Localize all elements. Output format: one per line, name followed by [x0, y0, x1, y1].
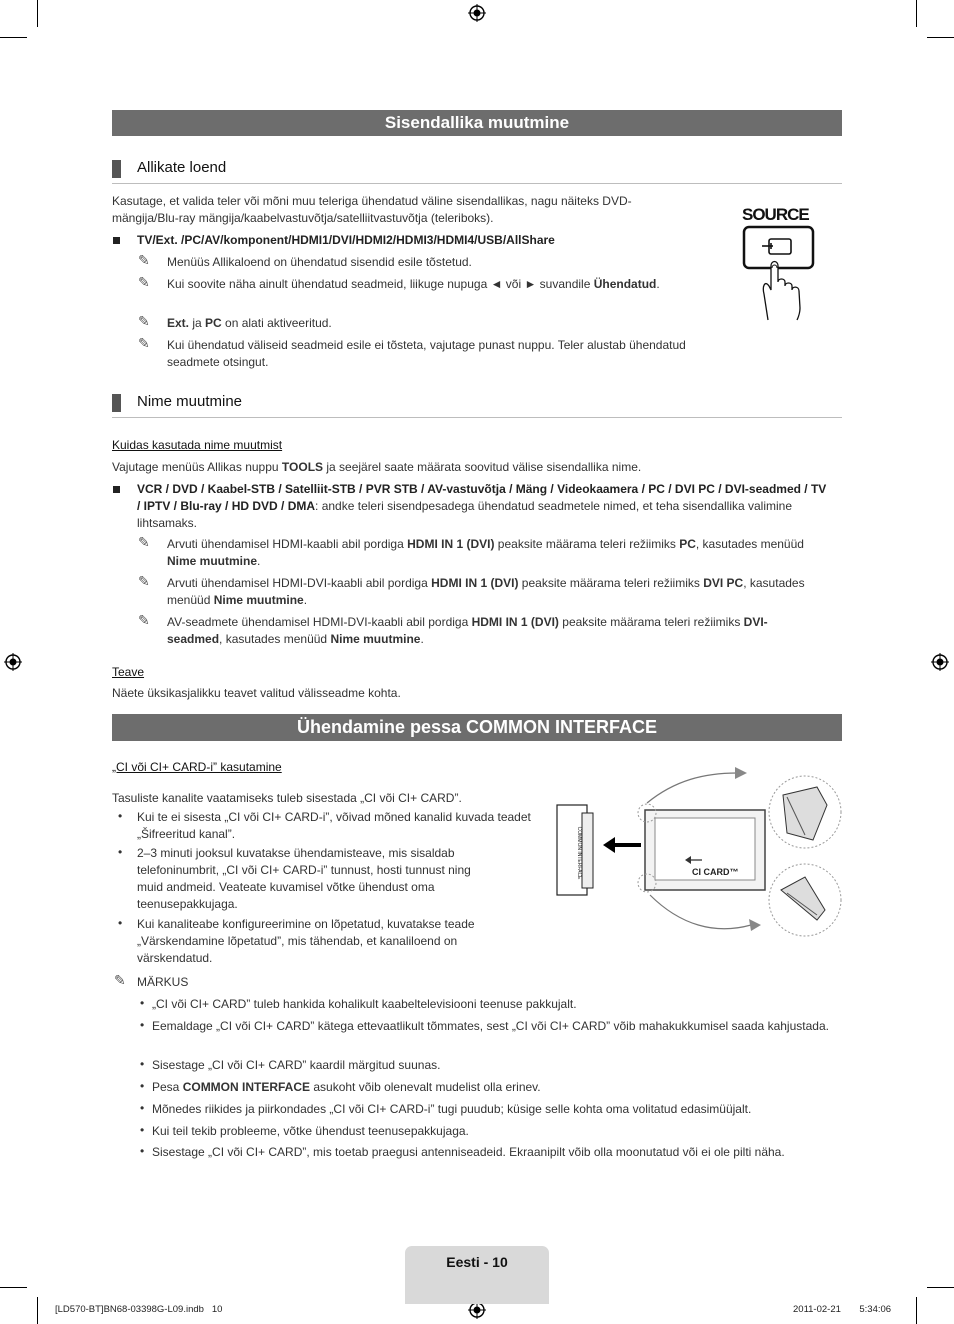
note-pen-icon: ✎: [138, 335, 150, 351]
file-name: [LD570-BT]BN68-03398G-L09.indb 10: [55, 1304, 223, 1315]
crop-mark: [916, 1297, 917, 1324]
bullet-icon: •: [140, 1123, 145, 1137]
ci-heading: „CI või CI+ CARD-i” kasutamine: [112, 760, 282, 774]
source-button-label: SOURCE: [742, 205, 809, 224]
heading-bar: [112, 394, 121, 412]
bullet-icon: •: [140, 1079, 145, 1093]
bullet-icon: •: [140, 1144, 145, 1158]
howto-link: Kuidas kasutada nime muutmist: [112, 438, 283, 452]
note-label: MÄRKUS: [137, 975, 189, 989]
bullet-icon: •: [118, 809, 123, 823]
heading-text: Nime muutmine: [137, 393, 243, 410]
list-item: 2–3 minuti jooksul kuvatakse ühendamisteave, mis sisaldab telefoninumbrit, „CI või CI+ CARD-i” tunnust, hosti tunnust ning muid andmeid. Veateate kuvamisel võtke ühendust oma teenusepakkujaga.: [137, 846, 471, 911]
heading-bar: [112, 160, 121, 178]
note: Arvuti ühendamisel HDMI-kaabli abil pordiga HDMI IN 1 (DVI) peaksite määrama teleri režiimiks PC, kasutades menüüd Nime muutmine.: [167, 537, 804, 568]
subsection-heading: [112, 393, 842, 418]
info-heading: Teave: [112, 665, 145, 679]
ci-card-label: CI CARD™: [692, 867, 739, 877]
section-title: Ühendamine pessa COMMON INTERFACE: [112, 714, 842, 741]
list-item: Sisestage „CI või CI+ CARD” kaardil märgitud suunas.: [152, 1058, 441, 1072]
source-list: TV/Ext. /PC/AV/komponent/HDMI1/DVI/HDMI2/HDMI3/HDMI4/USB/AllShare: [137, 233, 555, 247]
note-pen-icon: ✎: [138, 612, 150, 628]
crop-mark: [0, 1287, 27, 1288]
crop-mark: [916, 0, 917, 27]
registration-mark-icon: [468, 4, 486, 22]
note: AV-seadmete ühendamisel HDMI-DVI-kaabli abil pordiga HDMI IN 1 (DVI) peaksite määrama teleri režiimiks DVI-seadmed, kasutades menüüd Nime muutmine.: [167, 615, 768, 646]
registration-mark-icon: [931, 653, 949, 671]
crop-mark: [37, 0, 38, 27]
list-item: Kui kanaliteabe konfigureerimine on lõpetatud, kuvatakse teade „Värskendamine lõpetatud”, mis tähendab, et kanaliloend on värskendatud.: [137, 917, 475, 965]
square-bullet-icon: [113, 237, 120, 244]
list-item: „CI või CI+ CARD” tuleb hankida kohalikult kaabeltelevisiooni teenuse pakkujalt.: [152, 997, 577, 1011]
heading-text: Allikate loend: [137, 159, 227, 176]
bullet-icon: •: [118, 845, 123, 859]
note-pen-icon: ✎: [138, 534, 150, 550]
paragraph: Näete üksikasjalikku teavet valitud välisseadme kohta.: [112, 686, 401, 700]
list-item: Eemaldage „CI või CI+ CARD” kätega ettevaatlikult tõmmates, sest „CI või CI+ CARD” võib mahakukkumisel saada kahjustada.: [152, 1019, 829, 1033]
registration-mark-icon: [4, 653, 22, 671]
section-title: Sisendallika muutmine: [112, 110, 842, 136]
note: Kui ühendatud väliseid seadmeid esile ei tõsteta, vajutage punast nuppu. Teler alustab ühendatud seadmete otsingut.: [167, 338, 686, 369]
list-item: Mõnedes riikides ja piirkondades „CI või CI+ CARD-i” tugi puudub; küsige selle kohta oma volitatud edasimüüjalt.: [152, 1102, 752, 1116]
list-item: Kui te ei sisesta „CI või CI+ CARD-i”, võivad mõned kanalid kuvada teadet „Šifreeritud kanal”.: [137, 810, 531, 841]
print-date: 2011-02-21 5:34:06: [793, 1304, 892, 1315]
note-pen-icon: ✎: [114, 972, 126, 988]
note-pen-icon: ✎: [138, 274, 150, 290]
page-number: Eesti - 10: [446, 1254, 508, 1270]
bullet-icon: •: [140, 1018, 145, 1032]
list-item: Sisestage „CI või CI+ CARD”, mis toetab praegusi antenniseadeid. Ekraanipilt võib olla moonutatud või ei ole pilti näha.: [152, 1145, 785, 1159]
ci-card-illustration: [555, 765, 845, 940]
crop-mark: [927, 1287, 954, 1288]
bullet-icon: •: [140, 1057, 145, 1071]
crop-mark: [0, 37, 27, 38]
crop-mark: [37, 1297, 38, 1324]
bullet-icon: •: [140, 996, 145, 1010]
paragraph: Tasuliste kanalite vaatamiseks tuleb sisestada „CI või CI+ CARD”.: [112, 791, 462, 805]
note: Arvuti ühendamisel HDMI-DVI-kaabli abil pordiga HDMI IN 1 (DVI) peaksite määrama teleri režiimiks DVI PC, kasutades menüüd Nime muutmine.: [167, 576, 805, 607]
square-bullet-icon: [113, 486, 120, 493]
slot-label: COMMON INTERFACE: [576, 826, 582, 880]
note: Menüüs Allikaloend on ühendatud sisendid esile tõstetud.: [167, 255, 472, 269]
note-pen-icon: ✎: [138, 313, 150, 329]
paragraph: Vajutage menüüs Allikas nuppu TOOLS ja seejärel saate määrata soovitud välise sisendallika nime.: [112, 460, 642, 474]
note-pen-icon: ✎: [138, 573, 150, 589]
bullet-icon: •: [118, 916, 123, 930]
device-list: VCR / DVD / Kaabel-STB / Satelliit-STB / PVR STB / AV-vastuvõtja / Mäng / Videokaamera / PC / DVI PC / DVI-seadmed / TV / IPTV / Blu-ray / HD DVD / DMA: andke teleri sisendpesadega ühendatud seadmetele nimed, et teha sisendallika valimine lihtsamaks.: [137, 482, 827, 530]
bullet-icon: •: [140, 1101, 145, 1115]
crop-mark: [927, 37, 954, 38]
note-pen-icon: ✎: [138, 252, 150, 268]
list-item: Kui teil tekib probleeme, võtke ühendust teenusepakkujaga.: [152, 1124, 469, 1138]
subsection-heading: [112, 159, 842, 184]
note: Ext. ja PC on alati aktiveeritud.: [167, 316, 332, 330]
note: Kui soovite näha ainult ühendatud seadmeid, liikuge nupuga ◄ või ► suvandile Ühendatud.: [167, 277, 660, 291]
paragraph: Kasutage, et valida teler või mõni muu teleriga ühendatud väline sisendallikas, nagu näiteks DVD-mängija/Blu-ray mängija/kaabelvastuvõtja/satelliitvastuvõtja (teleriboks).: [112, 194, 632, 225]
list-item: Pesa COMMON INTERFACE asukoht võib olenevalt mudelist olla erinev.: [152, 1080, 541, 1094]
source-button-icon: [740, 224, 820, 324]
